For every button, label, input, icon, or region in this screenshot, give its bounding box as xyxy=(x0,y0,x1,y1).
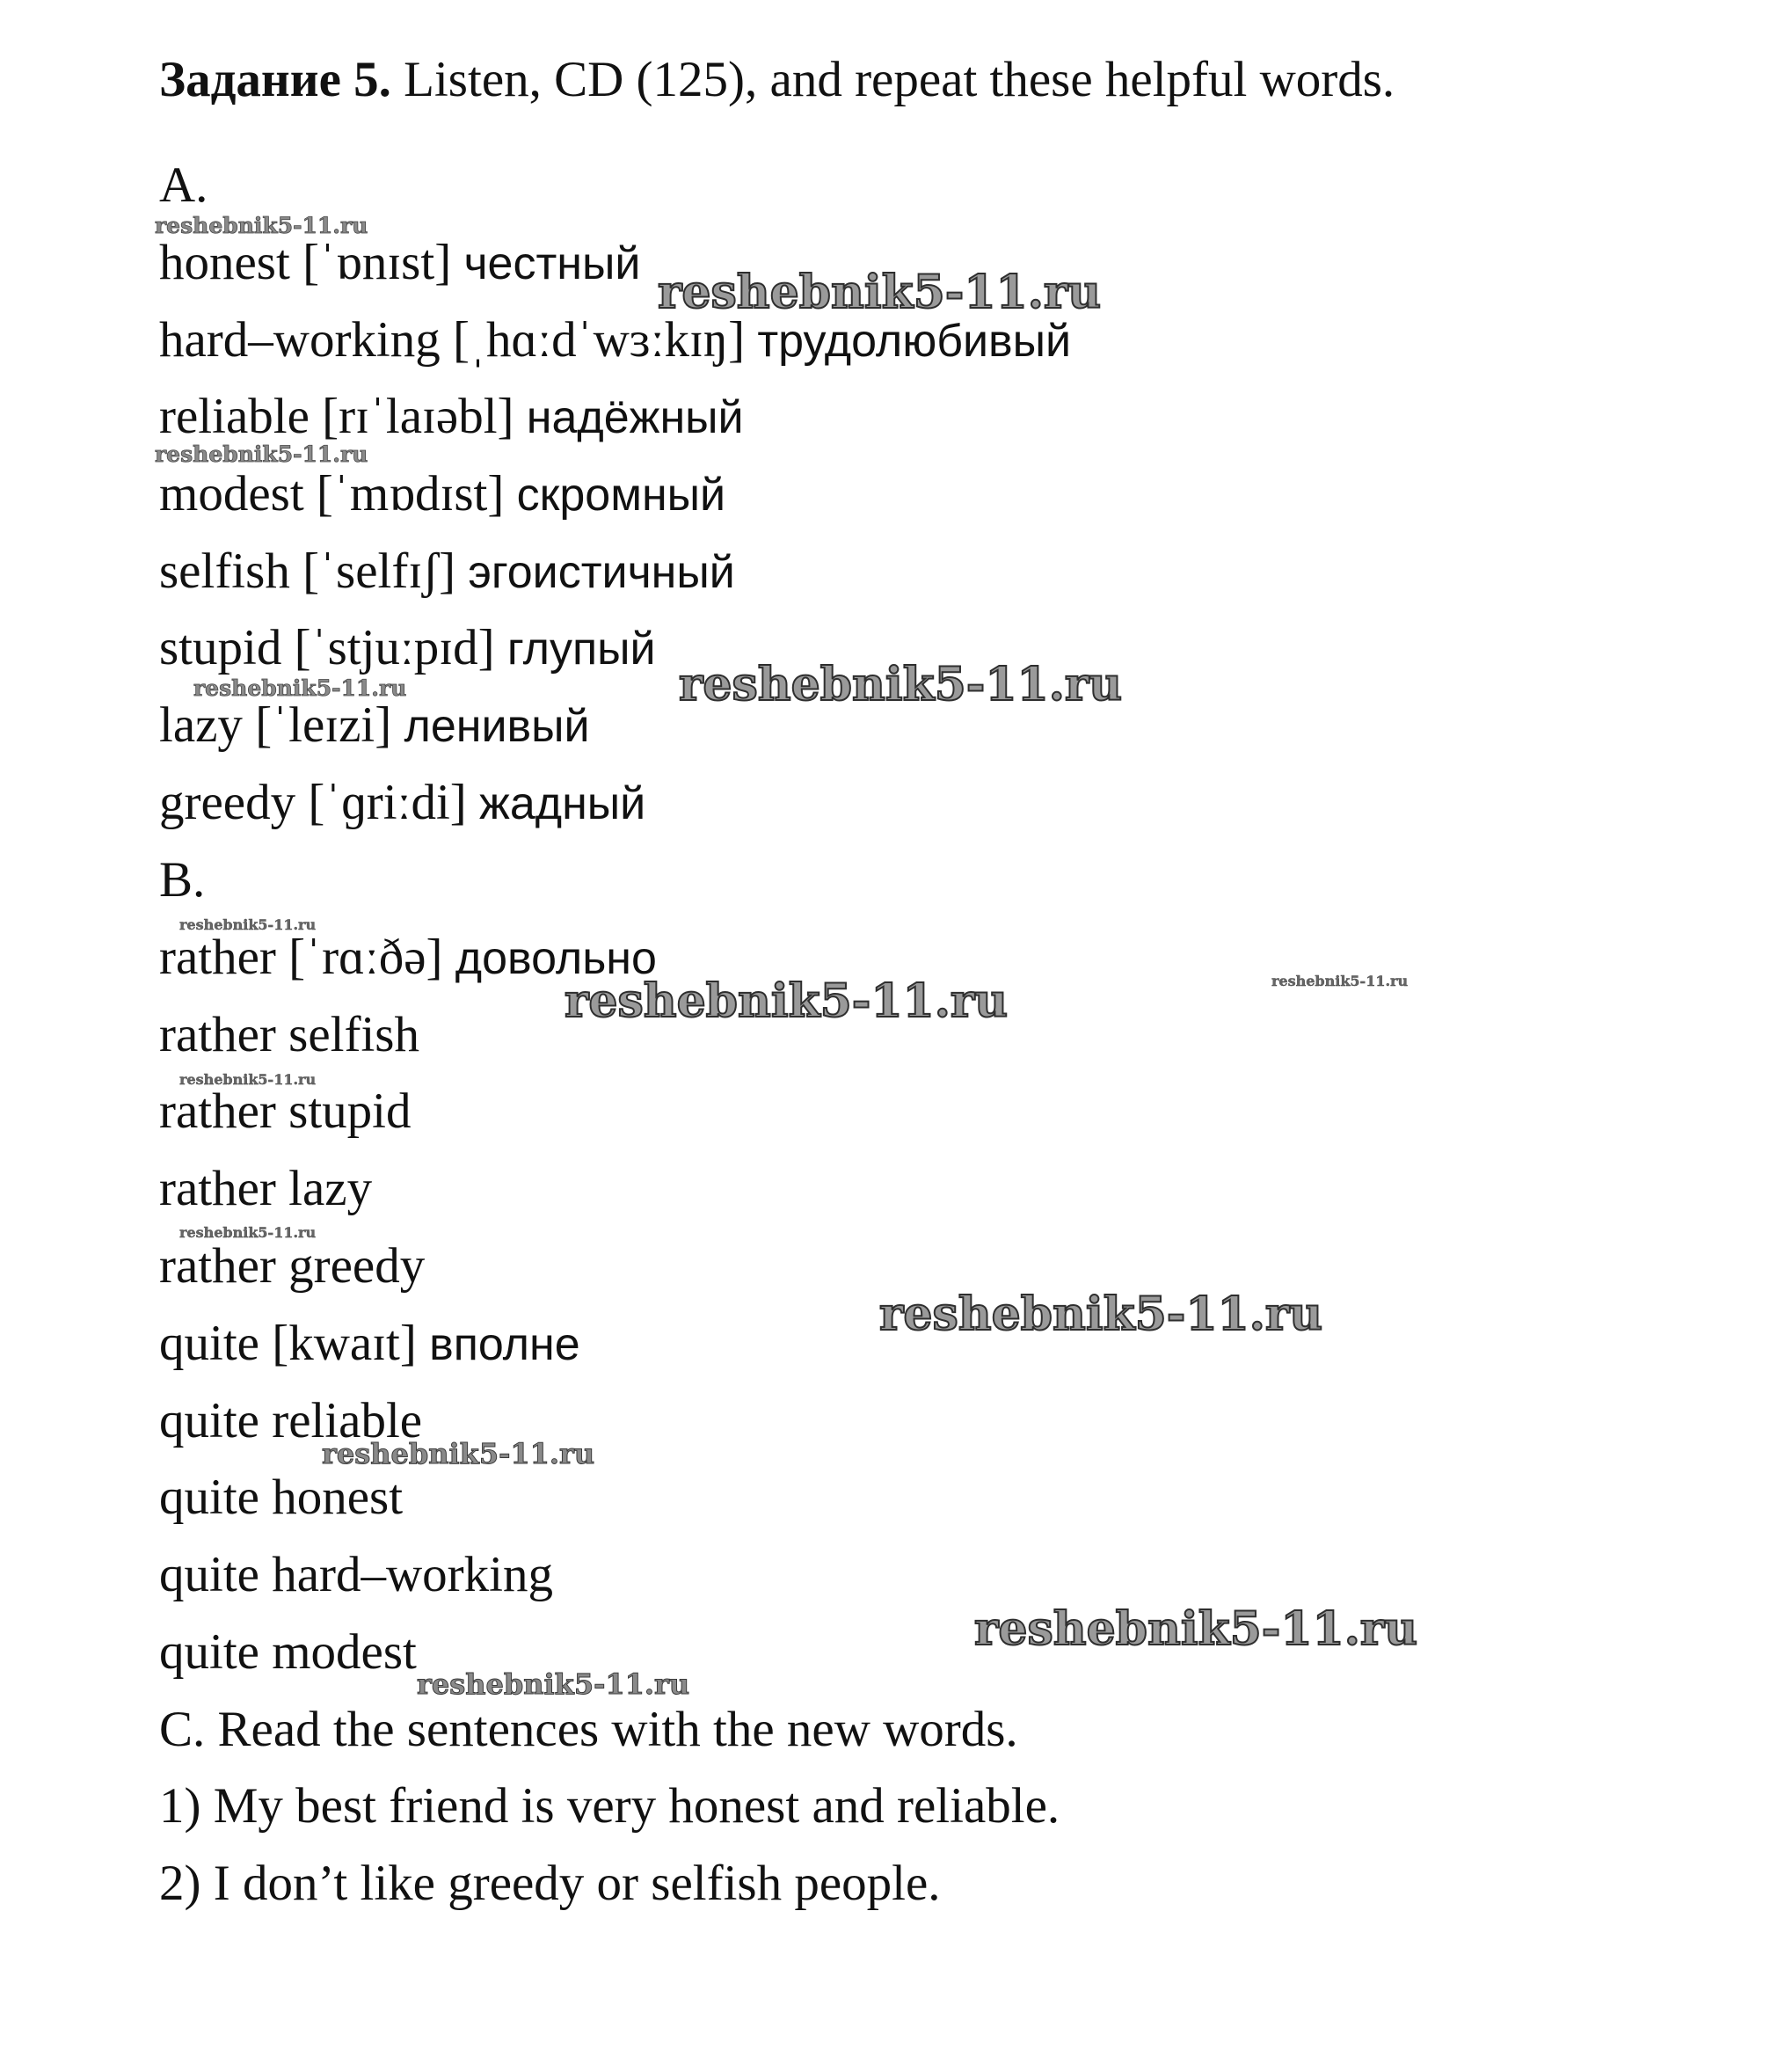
vocab-transcription: [ˈrɑːðə] xyxy=(288,930,443,985)
vocab-translation: глупый xyxy=(506,624,656,675)
section-b-label: B. xyxy=(159,852,206,908)
vocab-translation: довольно xyxy=(455,933,657,984)
vocab-word: honest xyxy=(159,235,290,290)
vocab-word: rather xyxy=(159,930,276,985)
watermark: reshebnik5-11.ru xyxy=(974,1602,1418,1656)
vocab-entry xyxy=(159,237,640,289)
vocab-translation: скромный xyxy=(516,470,726,521)
vocab-transcription: [rɪˈlaɪəbl] xyxy=(322,389,514,444)
vocab-transcription: [ˌhɑːdˈwɜːkɪŋ] xyxy=(453,312,746,368)
vocab-entry xyxy=(159,543,735,599)
vocab-entry xyxy=(159,466,726,522)
vocab-word: reliable xyxy=(159,389,310,444)
vocab-word: modest xyxy=(159,466,304,522)
example-sentence: 2) I don’t like greedy or selfish people. xyxy=(159,1856,941,1911)
vocab-transcription: [ˈleɪzi] xyxy=(255,697,392,753)
vocab-translation: честный xyxy=(463,238,641,289)
vocab-transcription: [kwaɪt] xyxy=(272,1316,417,1371)
example-sentence: 1) My best friend is very honest and reliable. xyxy=(159,1778,1060,1834)
vocab-transcription: [ˈselfɪʃ] xyxy=(302,543,456,599)
vocab-translation: вполне xyxy=(429,1319,580,1370)
vocab-translation: эгоистичный xyxy=(468,547,735,598)
vocab-transcription: [ˈstjuːpɪd] xyxy=(294,620,495,675)
phrase-line: quite reliable xyxy=(159,1393,423,1448)
phrase-line: rather lazy xyxy=(159,1161,373,1216)
vocab-word: lazy xyxy=(159,697,243,753)
vocab-entry xyxy=(159,697,590,753)
vocab-word: quite xyxy=(159,1316,259,1371)
phrase-line: quite honest xyxy=(159,1470,404,1525)
phrase-line: rather stupid xyxy=(159,1083,412,1139)
section-c-label: C. Read the sentences with the new words. xyxy=(159,1702,1018,1757)
watermark: reshebnik5-11.ru xyxy=(322,1437,595,1470)
watermark: reshebnik5-11.ru xyxy=(193,675,407,701)
watermark: reshebnik5-11.ru xyxy=(879,1287,1323,1341)
watermark: reshebnik5-11.ru xyxy=(179,1071,317,1088)
vocab-translation: ленивый xyxy=(404,701,590,752)
vocab-translation: надёжный xyxy=(526,392,744,443)
vocab-entry xyxy=(159,312,1072,368)
watermark: reshebnik5-11.ru xyxy=(179,1224,317,1241)
vocab-word: selfish xyxy=(159,543,290,599)
phrase-line: rather selfish xyxy=(159,1007,419,1062)
watermark: reshebnik5-11.ru xyxy=(417,1667,690,1701)
vocab-entry xyxy=(159,391,744,443)
vocab-entry xyxy=(159,1318,580,1370)
vocab-word: hard–working xyxy=(159,312,441,368)
section-a-label: A. xyxy=(159,157,208,213)
watermark: reshebnik5-11.ru xyxy=(658,266,1102,319)
phrase-line: rather greedy xyxy=(159,1238,426,1294)
vocab-word: greedy xyxy=(159,775,296,830)
vocab-entry xyxy=(159,777,645,829)
watermark: reshebnik5-11.ru xyxy=(565,974,1009,1028)
vocab-translation: жадный xyxy=(479,778,646,829)
vocab-transcription: [ˈɡriːdi] xyxy=(308,775,467,830)
phrase-line: quite modest xyxy=(159,1624,417,1680)
watermark: reshebnik5-11.ru xyxy=(679,658,1123,711)
watermark: reshebnik5-11.ru xyxy=(155,213,368,238)
watermark: reshebnik5-11.ru xyxy=(155,441,368,467)
task-label: Задание 5. xyxy=(159,52,391,107)
vocab-transcription: [ˈɒnɪst] xyxy=(302,235,452,290)
watermark: reshebnik5-11.ru xyxy=(179,916,317,933)
vocab-translation: трудолюбивый xyxy=(757,316,1072,367)
watermark: reshebnik5-11.ru xyxy=(1271,973,1409,989)
task-instruction: Listen, CD (125), and repeat these helpful words. xyxy=(390,52,1395,107)
vocab-transcription: [ˈmɒdɪst] xyxy=(316,466,505,522)
task-heading xyxy=(159,52,1395,107)
vocab-word: stupid xyxy=(159,620,282,675)
vocab-entry xyxy=(159,620,656,675)
phrase-line: quite hard–working xyxy=(159,1547,553,1602)
